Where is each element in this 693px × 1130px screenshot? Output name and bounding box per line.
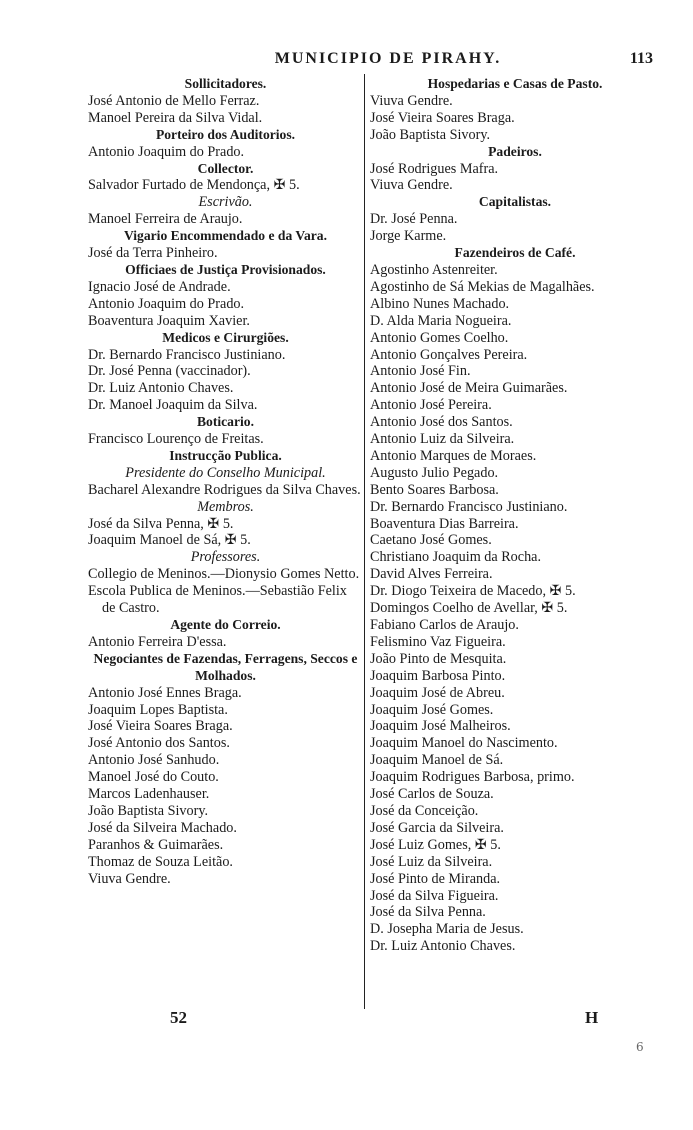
list-item: José Rodrigues Mafra. — [370, 160, 499, 177]
section-subheading: Escrivão. — [198, 194, 253, 211]
list-item: Antonio Ferreira D'essa. — [88, 633, 227, 650]
list-item: Boaventura Joaquim Xavier. — [88, 312, 250, 329]
section-heading: Hospedarias e Casas de Pasto. — [427, 76, 603, 91]
list-item: José da Terra Pinheiro. — [88, 245, 218, 262]
list-item: Joaquim Barbosa Pinto. — [370, 667, 506, 684]
list-item: José Luiz da Silveira. — [370, 853, 493, 870]
list-item: José Pinto de Miranda. — [370, 870, 501, 887]
list-item: Antonio Joaquim do Prado. — [88, 143, 245, 160]
section-subheading: Presidente do Conselho Municipal. — [125, 464, 326, 481]
list-item: Antonio José Fin. — [370, 363, 471, 380]
section-heading: Fazendeiros de Café. — [454, 245, 576, 261]
left-column — [88, 76, 363, 888]
list-item: Manoel José do Couto. — [88, 769, 219, 786]
list-item: Bento Soares Barbosa. — [370, 481, 499, 498]
list-item: José Antonio de Mello Ferraz. — [88, 92, 260, 109]
section-heading: Boticario. — [196, 414, 254, 430]
list-item: Viuva Gendre. — [88, 870, 171, 887]
list-item: Dr. Bernardo Francisco Justiniano. — [370, 498, 568, 515]
list-item: Joaquim José de Abreu. — [370, 684, 505, 701]
list-item: Escola Publica de Meninos.—Sebastião Felix de Castro. — [88, 583, 347, 617]
list-item: José Vieira Soares Braga. — [370, 109, 515, 126]
right-column — [370, 76, 660, 955]
list-item: Joaquim José Gomes. — [370, 701, 494, 718]
list-item: Antonio José dos Santos. — [370, 414, 513, 431]
section-heading: Collector. — [197, 160, 254, 176]
list-item: Antonio José Ennes Braga. — [88, 684, 242, 701]
list-item: José Garcia da Silveira. — [370, 819, 504, 836]
section-heading: Porteiro dos Auditorios. — [155, 126, 296, 142]
list-item: José da Silva Penna. — [370, 904, 486, 921]
list-item: José Carlos de Souza. — [370, 786, 494, 803]
list-item: João Baptista Sivory. — [370, 126, 491, 143]
page-title: MUNICIPIO DE PIRAHY. — [274, 50, 502, 67]
section-heading: Sollicitadores. — [184, 76, 267, 91]
list-item: Joaquim Manoel de Sá, ✠ 5. — [88, 532, 251, 549]
list-item: Antonio Marques de Moraes. — [370, 447, 537, 464]
list-item: Agostinho de Sá Mekias de Magalhães. — [370, 278, 595, 295]
list-item: Dr. José Penna (vaccinador). — [88, 363, 251, 380]
list-item: Boaventura Dias Barreira. — [370, 515, 519, 532]
section-heading: Instrucção Publica. — [169, 447, 282, 463]
list-item: Joaquim Manoel de Sá. — [370, 752, 504, 769]
list-item: Antonio José Pereira. — [370, 397, 492, 414]
list-item: Augusto Julio Pegado. — [370, 464, 499, 481]
section-heading: Medicos e Cirurgiões. — [162, 329, 289, 345]
list-item: Antonio Joaquim do Prado. — [88, 295, 245, 312]
margin-mark: 6 — [636, 1040, 644, 1054]
section-heading: Agente do Correio. — [170, 617, 281, 632]
list-item: Antonio Gomes Coelho. — [370, 329, 509, 346]
list-item: Paranhos & Guimarães. — [88, 836, 224, 853]
list-item: Dr. Luiz Antonio Chaves. — [370, 938, 516, 955]
list-item: José Luiz Gomes, ✠ 5. — [370, 836, 501, 853]
list-item: José da Conceição. — [370, 802, 479, 819]
running-header — [88, 50, 653, 70]
list-item: Caetano José Gomes. — [370, 532, 492, 549]
section-heading: Negociantes de Fazendas, Ferragens, Seccos e Molhados. — [93, 650, 358, 683]
list-item: Christiano Joaquim da Rocha. — [370, 549, 542, 566]
list-item: Joaquim Manoel do Nascimento. — [370, 735, 558, 752]
list-item: Albino Nunes Machado. — [370, 295, 510, 312]
list-item: Fabiano Carlos de Araujo. — [370, 617, 519, 633]
list-item: Joaquim Lopes Baptista. — [88, 701, 228, 718]
list-item: Marcos Ladenhauser. — [88, 786, 210, 803]
list-item: D. Alda Maria Nogueira. — [370, 312, 512, 329]
list-item: Bacharel Alexandre Rodrigues da Silva Chaves. — [88, 481, 361, 498]
list-item: Thomaz de Souza Leitão. — [88, 853, 233, 870]
list-item: D. Josepha Maria de Jesus. — [370, 921, 524, 938]
column-divider — [364, 74, 365, 1009]
list-item: David Alves Ferreira. — [370, 566, 493, 583]
list-item: Manoel Ferreira de Araujo. — [88, 211, 243, 228]
list-item: José da Silveira Machado. — [88, 819, 237, 836]
list-item: Dr. José Penna. — [370, 211, 458, 228]
list-item: Jorge Karme. — [370, 228, 447, 245]
list-item: Joaquim Rodrigues Barbosa, primo. — [370, 769, 575, 786]
section-subheading: Membros. — [197, 498, 254, 515]
list-item: Collegio de Meninos.—Dionysio Gomes Netto. — [88, 566, 360, 583]
list-item: Joaquim José Malheiros. — [370, 718, 511, 735]
list-item: Dr. Luiz Antonio Chaves. — [88, 380, 234, 397]
list-item: José da Silva Figueira. — [370, 887, 499, 904]
catchword: H — [585, 1008, 599, 1027]
list-item: Francisco Lourenço de Freitas. — [88, 431, 264, 448]
section-heading: Capitalistas. — [478, 194, 552, 210]
page-number: 113 — [629, 50, 653, 67]
list-item: Viuva Gendre. — [370, 177, 453, 194]
list-item: Salvador Furtado de Mendonça, ✠ 5. — [88, 177, 300, 194]
list-item: João Baptista Sivory. — [88, 802, 209, 819]
list-item: Antonio Gonçalves Pereira. — [370, 346, 528, 363]
list-item: Dr. Diogo Teixeira de Macedo, ✠ 5. — [370, 583, 576, 600]
list-item: Antonio Luiz da Silveira. — [370, 431, 515, 448]
list-item: José Antonio dos Santos. — [88, 735, 230, 752]
list-item: Antonio José Sanhudo. — [88, 752, 220, 769]
list-item: Manoel Pereira da Silva Vidal. — [88, 109, 263, 126]
section-heading: Vigario Encommendado e da Vara. — [123, 228, 328, 244]
signature-mark: 52 — [170, 1008, 187, 1027]
list-item: José Vieira Soares Braga. — [88, 718, 233, 735]
list-item: Viuva Gendre. — [370, 92, 453, 109]
list-item: José da Silva Penna, ✠ 5. — [88, 515, 234, 532]
list-item: Antonio José de Meira Guimarães. — [370, 380, 568, 397]
list-item: Felismino Vaz Figueira. — [370, 633, 506, 650]
section-subheading: Professores. — [190, 549, 261, 566]
list-item: João Pinto de Mesquita. — [370, 650, 507, 667]
section-heading: Padeiros. — [488, 143, 542, 159]
list-item: Ignacio José de Andrade. — [88, 278, 231, 295]
section-heading: Officiaes de Justiça Provisionados. — [125, 261, 326, 277]
list-item: Dr. Bernardo Francisco Justiniano. — [88, 346, 286, 363]
list-item: Domingos Coelho de Avellar, ✠ 5. — [370, 600, 568, 617]
list-item: Agostinho Astenreiter. — [370, 261, 498, 278]
list-item: Dr. Manoel Joaquim da Silva. — [88, 397, 258, 414]
